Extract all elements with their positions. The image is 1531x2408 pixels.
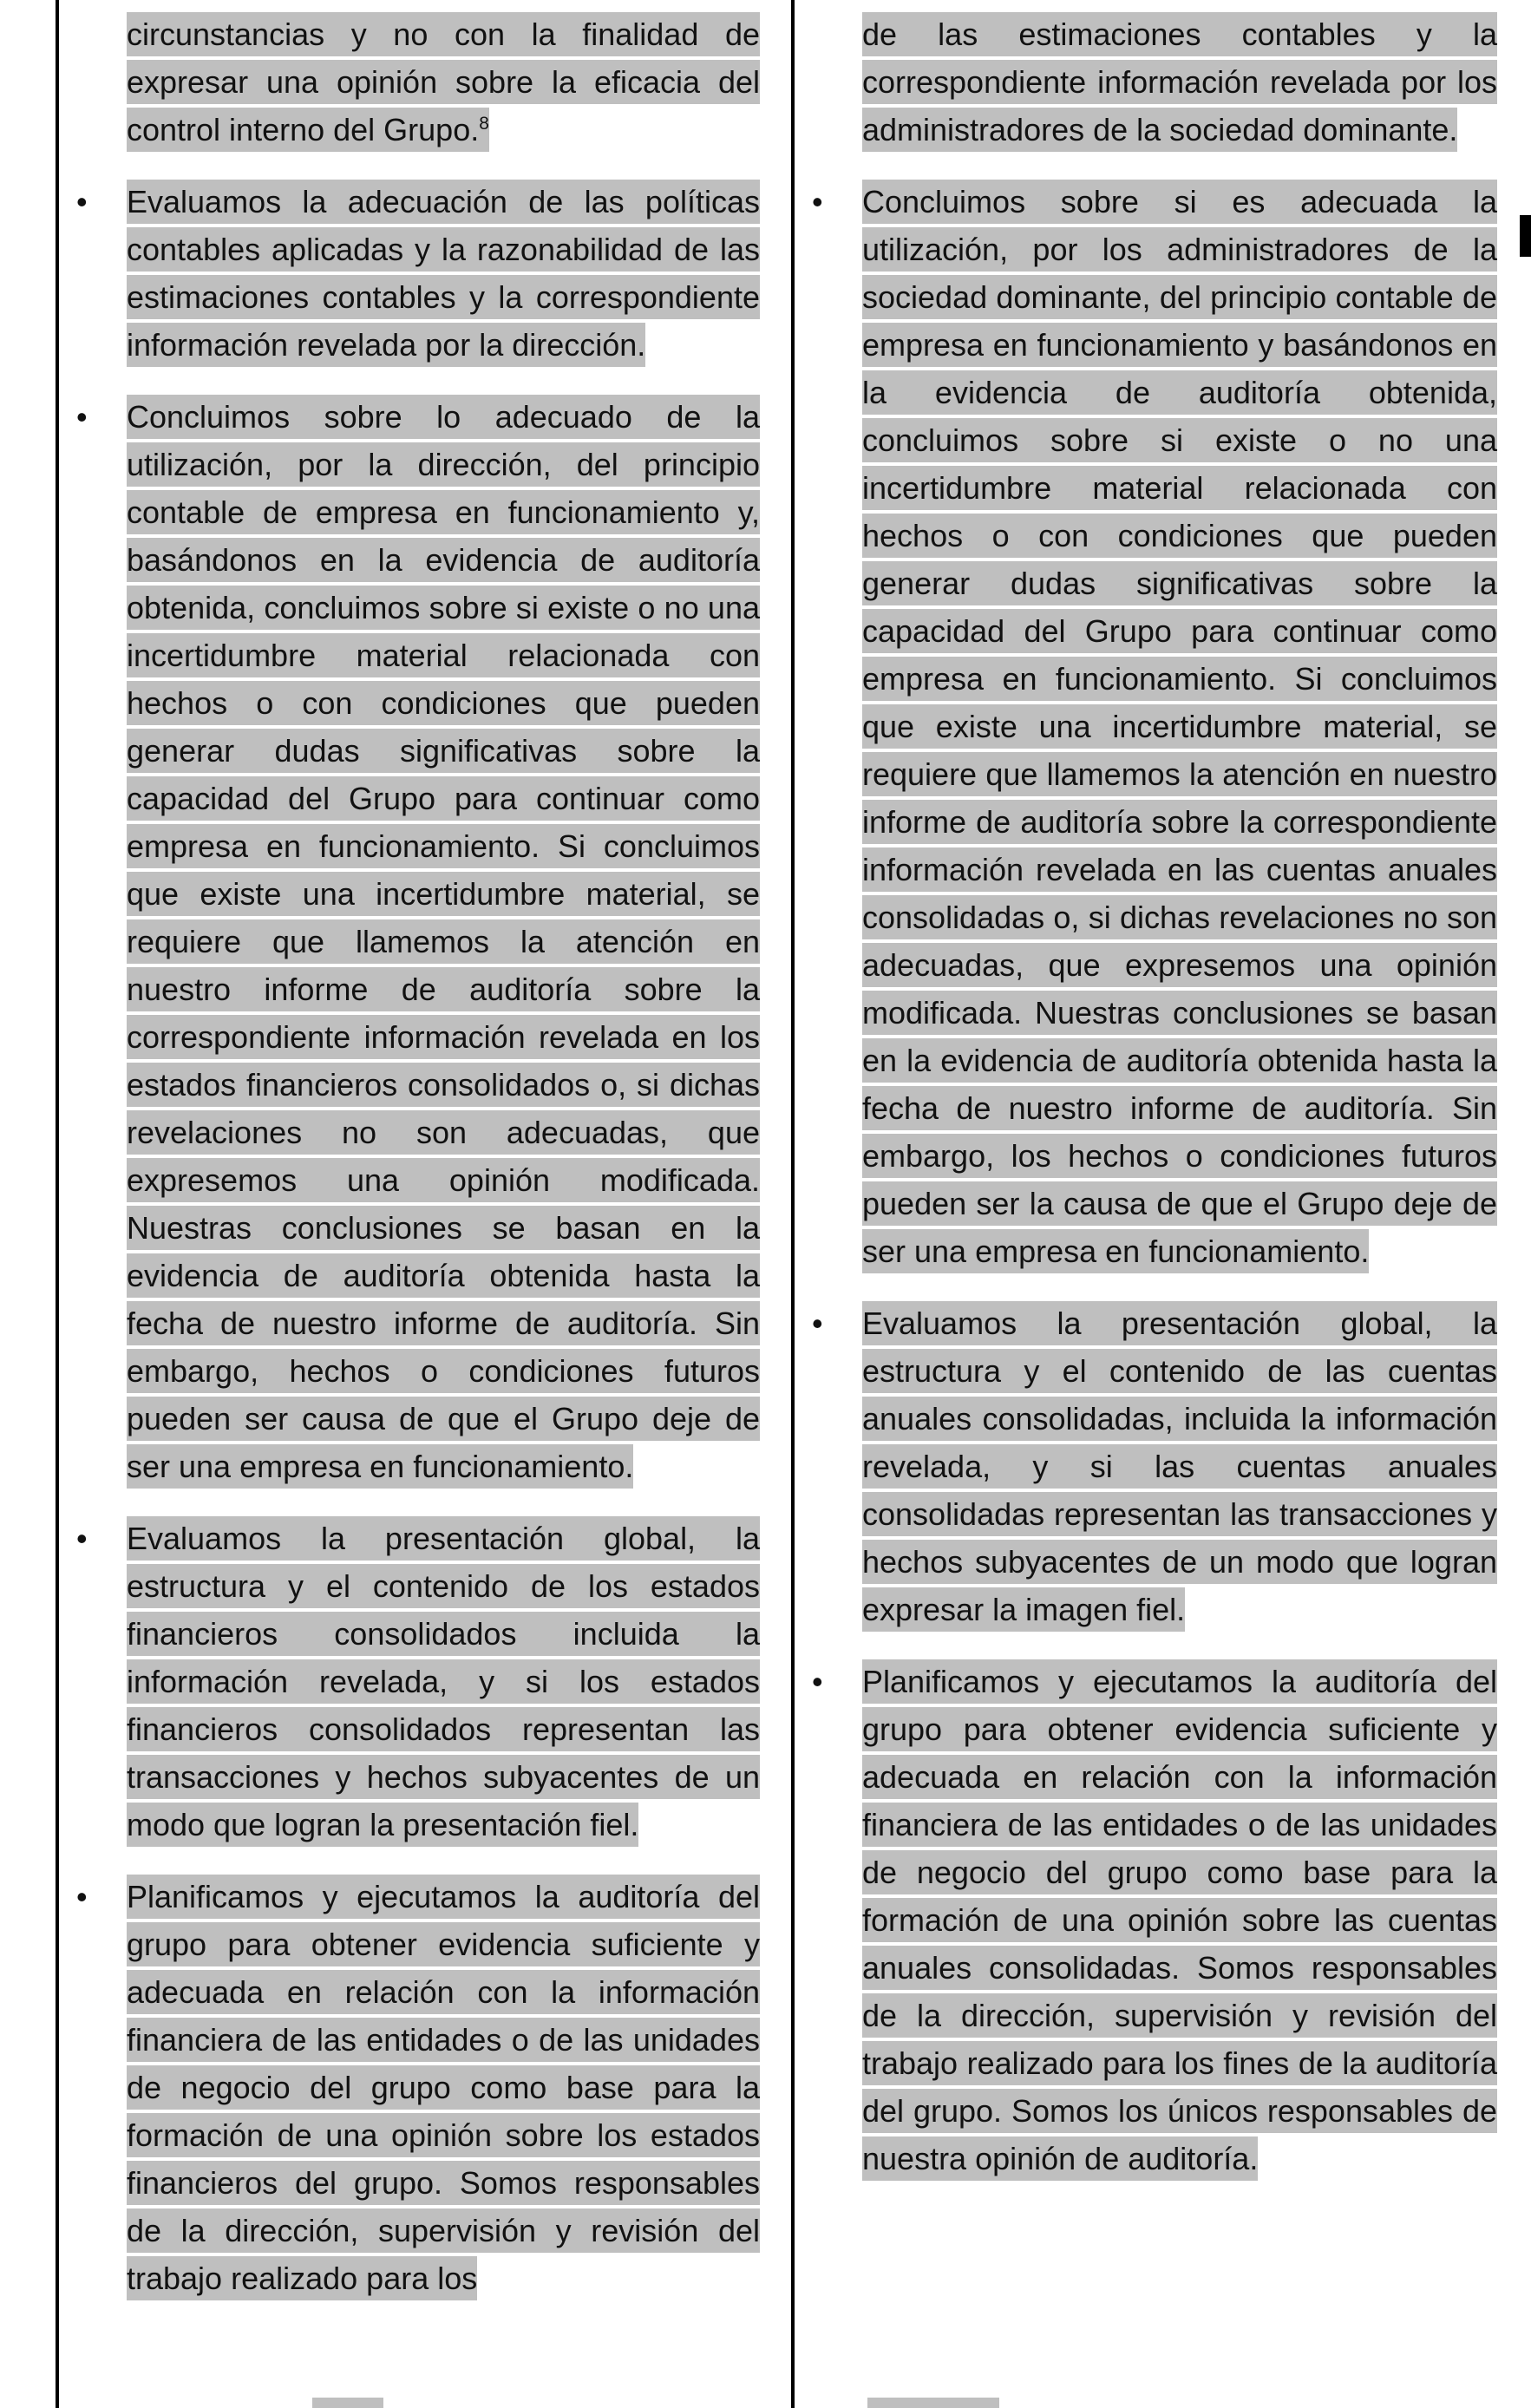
paragraph-body [127, 10, 760, 154]
paragraph-body [862, 10, 1497, 154]
paragraph-text: Concluimos sobre lo adecuado de la utilización, por la dirección, del principio contable de empresa en funcionamiento y, basándonos en la evidencia de auditoría obtenida, concluimos sobre si existe o no una incertidumbre material relacionada con hechos o con condiciones que pueden generar dudas significativas sobre la capacidad del Grupo para continuar como empresa en funcionamiento. Si concluimos que existe una incertidumbre material, se requiere que llamemos la atención en nuestro informe de auditoría sobre la correspondiente información revelada en los estados financieros consolidados o, si dichas revelaciones no son adecuadas, que expresemos una opinión modificada. Nuestras conclusiones se basan en la evidencia de auditoría obtenida hasta la fecha de nuestro informe de auditoría. Sin embargo, hechos o condiciones futuros pueden ser causa de que el Grupo deje de ser una empresa en funcionamiento. [127, 395, 760, 1489]
bullet-marker: • [812, 1664, 823, 1699]
bullet-marker: • [76, 1879, 88, 1914]
text-column-right [791, 0, 1502, 2408]
paragraph [59, 178, 760, 369]
paragraph [59, 393, 760, 1490]
paragraph-text: Planificamos y ejecutamos la auditoría del grupo para obtener evidencia suficiente y adecuada en relación con la información financiera de las entidades o de las unidades de negocio del grupo como base para la formación de una opinión sobre las cuentas anuales consolidadas. Somos responsables de la dirección, supervisión y revisión del trabajo realizado para los fines de la auditoría del grupo. Somos los únicos responsables de nuestra opinión de auditoría. [862, 1659, 1497, 2181]
cutoff-line-sliver-right [867, 2398, 999, 2408]
cutoff-line-sliver-left [312, 2398, 383, 2408]
paragraph-body [862, 178, 1497, 1275]
bullet-spacer [795, 10, 862, 154]
paragraph-body [127, 1873, 760, 2302]
paragraph [59, 1873, 760, 2302]
paragraph-text: circunstancias y no con la finalidad de expresar una opinión sobre la eficacia del control interno del Grupo. [127, 16, 760, 147]
bullet-spacer [59, 10, 127, 154]
paragraph [795, 178, 1497, 1275]
paragraph [59, 1515, 760, 1849]
paragraph-body [127, 393, 760, 1490]
paragraph-body [862, 1299, 1497, 1633]
bullet-marker: • [76, 399, 88, 435]
paragraph-text: Evaluamos la presentación global, la estructura y el contenido de los estados financieros consolidados incluida la información revelada, y si los estados financieros consolidados representan las transacciones y hechos subyacentes de un modo que logran la presentación fiel. [127, 1516, 760, 1847]
paragraph-body [127, 1515, 760, 1849]
highlighted-text [127, 12, 760, 152]
paragraph-text: Concluimos sobre si es adecuada la utilización, por los administradores de la sociedad dominante, del principio contable de empresa en funcionamiento y basándonos en la evidencia de auditoría obtenida, concluimos sobre si existe o no una incertidumbre material relacionada con hechos o con condiciones que pueden generar dudas significativas sobre la capacidad del Grupo para continuar como empresa en funcionamiento. Si concluimos que existe una incertidumbre material, se requiere que llamemos la atención en nuestro informe de auditoría sobre la correspondiente información revelada en las cuentas anuales consolidadas o, si dichas revelaciones no son adecuadas, que expresemos una opinión modificada. Nuestras conclusiones se basan en la evidencia de auditoría obtenida hasta la fecha de nuestro informe de auditoría. Sin embargo, los hechos o condiciones futuros pueden ser la causa de que el Grupo deje de ser una empresa en funcionamiento. [862, 180, 1497, 1273]
paragraph [795, 1658, 1497, 2182]
paragraph-text: Evaluamos la presentación global, la estructura y el contenido de las cuentas anuales consolidadas, incluida la información revelada, y si las cuentas anuales consolidadas representan las transacciones y hechos subyacentes de un modo que logran expresar la imagen fiel. [862, 1301, 1497, 1632]
bullet-marker: • [812, 184, 823, 219]
paragraph [59, 10, 760, 154]
bullet-marker: • [76, 1521, 88, 1556]
bullet-marker: • [812, 1305, 823, 1341]
paragraph [795, 1299, 1497, 1633]
bullet-marker: • [76, 184, 88, 219]
paragraph-body [862, 1658, 1497, 2182]
text-column-left [56, 0, 765, 2408]
paragraph-body [127, 178, 760, 369]
page-edge-mark [1520, 215, 1531, 257]
paragraph [795, 10, 1497, 154]
footnote-reference: 8 [479, 114, 489, 134]
paragraph-text: Evaluamos la adecuación de las políticas contables aplicadas y la razonabilidad de las estimaciones contables y la correspondiente información revelada por la dirección. [127, 180, 760, 367]
paragraph-text: Planificamos y ejecutamos la auditoría del grupo para obtener evidencia suficiente y adecuada en relación con la información financiera de las entidades o de las unidades de negocio del grupo como base para la formación de una opinión sobre los estados financieros del grupo. Somos responsables de la dirección, supervisión y revisión del trabajo realizado para los [127, 1875, 760, 2300]
paragraph-text: de las estimaciones contables y la correspondiente información revelada por los administradores de la sociedad dominante. [862, 12, 1497, 152]
